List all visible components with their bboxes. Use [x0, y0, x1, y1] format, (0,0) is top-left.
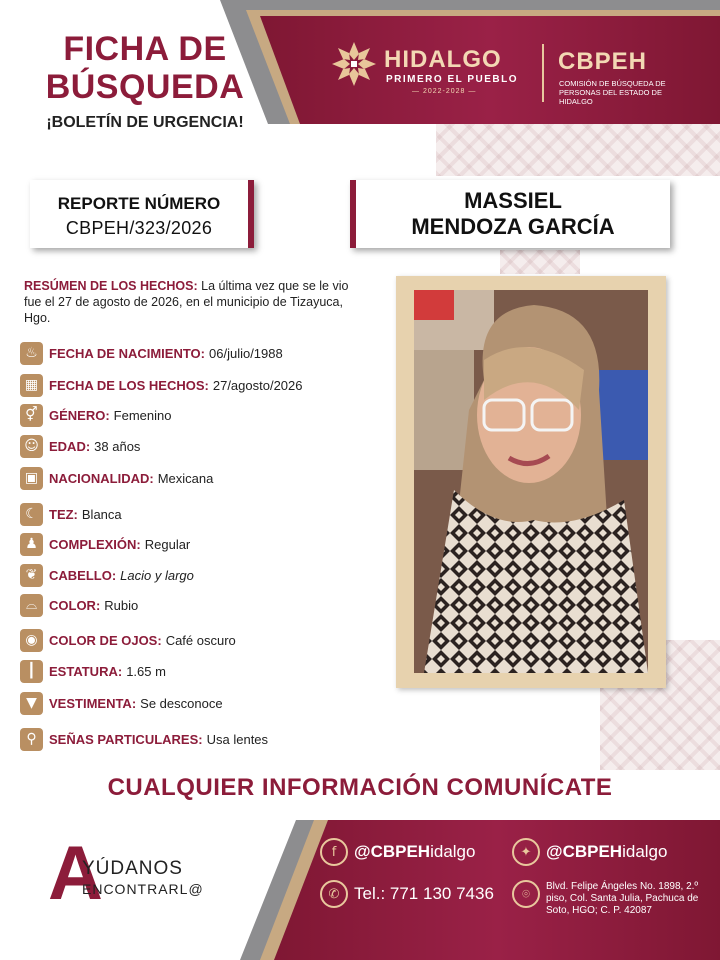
- help-logo-line2: ENCONTRARL@: [82, 881, 204, 897]
- body-icon: ♟: [20, 533, 43, 556]
- twitter-handle-bold: @CBPEH: [546, 842, 623, 861]
- fact-label: ESTATURA:: [49, 663, 123, 679]
- person-first-name: MASSIEL: [464, 188, 562, 213]
- fact-height: [20, 658, 166, 684]
- fact-value: 38 años: [94, 438, 141, 454]
- facts-summary: [24, 278, 354, 326]
- report-number-box: [30, 180, 254, 248]
- fact-label: VESTIMENTA:: [49, 695, 137, 711]
- fact-value: Blanca: [81, 506, 122, 522]
- facebook-contact[interactable]: [320, 838, 475, 866]
- fact-label: NACIONALIDAD:: [49, 470, 154, 486]
- report-label: REPORTE NÚMERO: [57, 194, 221, 213]
- fact-distinguishing-marks: [20, 726, 268, 752]
- brand-tagline: PRIMERO EL PUEBLO: [386, 74, 518, 85]
- fact-label: COLOR DE OJOS:: [49, 632, 162, 648]
- id-card-icon: ▣: [20, 467, 43, 490]
- fact-label: CABELLO:: [49, 567, 117, 583]
- fact-value: Mexicana: [157, 470, 214, 486]
- star-flower-icon: [330, 40, 378, 88]
- page-title-line2: BÚSQUEDA: [45, 68, 245, 106]
- fact-value: 06/julio/1988: [209, 345, 283, 361]
- brand-years: — 2022-2028 —: [412, 88, 477, 95]
- phone-icon: ✆: [320, 880, 348, 908]
- twitter-icon: ✦: [512, 838, 540, 866]
- fact-hair: [20, 562, 194, 588]
- fact-build: [20, 531, 190, 557]
- people-icon: ☺: [20, 435, 43, 458]
- fact-value: 1.65 m: [126, 663, 166, 679]
- fact-gender: [20, 402, 171, 428]
- location-pin-icon: ⌾: [512, 880, 540, 908]
- fact-label: GÉNERO:: [49, 407, 110, 423]
- person-name-box: [350, 180, 670, 248]
- fact-value: 27/agosto/2026: [212, 377, 303, 393]
- logo-divider: [542, 44, 544, 102]
- textile-pattern-top: [436, 124, 720, 176]
- magnifier-icon: ⚲: [20, 728, 43, 751]
- brand-name: HIDALGO: [384, 46, 502, 73]
- help-logo-line1: YÚDANOS: [82, 858, 183, 879]
- agency-full-name: COMISIÓN DE BÚSQUEDA DE PERSONAS DEL ESTADO DE HIDALGO: [559, 79, 666, 106]
- fact-value: Lacio y largo: [120, 567, 194, 583]
- page-subtitle: ¡BOLETÍN DE URGENCIA!: [46, 114, 244, 131]
- fact-label: TEZ:: [49, 506, 78, 522]
- phone-number: Tel.: 771 130 7436: [354, 884, 494, 903]
- phone-contact[interactable]: [320, 880, 494, 908]
- agency-logo: CBPEH: [558, 48, 648, 75]
- person-photo: [414, 290, 648, 673]
- cake-icon: ♨: [20, 342, 43, 365]
- fact-hair-color: [20, 592, 138, 618]
- hair-icon: ❦: [20, 564, 43, 587]
- gender-icon: ⚥: [20, 404, 43, 427]
- fact-value: Rubio: [104, 597, 139, 613]
- fact-label: COLOR:: [49, 597, 101, 613]
- office-address: Blvd. Felipe Ángeles No. 1898, 2.º piso, Col. Santa Julia, Pachuca de Soto, HGO; C. P. 42087: [546, 881, 699, 916]
- fact-label: FECHA DE NACIMIENTO:: [49, 345, 205, 361]
- fact-value: Usa lentes: [206, 731, 269, 747]
- page-title-line1: FICHA DE: [63, 30, 227, 68]
- fact-birth-date: [20, 340, 283, 366]
- fact-label: FECHA DE LOS HECHOS:: [49, 377, 209, 393]
- skin-icon: ☾: [20, 503, 43, 526]
- address-pin: [512, 880, 546, 908]
- fact-eye-color: [20, 627, 236, 653]
- twitter-contact[interactable]: [512, 838, 667, 866]
- help-logo-letter: A: [48, 831, 103, 916]
- fact-nationality: [20, 465, 213, 491]
- twitter-handle-rest: idalgo: [622, 842, 668, 861]
- shirt-icon: ▼: [20, 692, 43, 715]
- person-photo-illustration: [414, 290, 648, 673]
- fact-label: EDAD:: [49, 438, 91, 454]
- fact-label: COMPLEXIÓN:: [49, 536, 141, 552]
- fact-label: SEÑAS PARTICULARES:: [49, 731, 203, 747]
- eye-icon: ◉: [20, 629, 43, 652]
- person-last-name: MENDOZA GARCÍA: [411, 214, 615, 239]
- textile-pattern-mid: [500, 250, 580, 274]
- fact-age: [20, 433, 140, 459]
- fact-value: Regular: [144, 536, 191, 552]
- summary-label: RESÚMEN DE LOS HECHOS:: [24, 279, 198, 293]
- calendar-icon: ▦: [20, 374, 43, 397]
- call-to-action: CUALQUIER INFORMACIÓN COMUNÍCATE: [107, 774, 613, 801]
- fact-value: Femenino: [113, 407, 172, 423]
- hat-icon: ⌓: [20, 594, 43, 617]
- facebook-handle-rest: idalgo: [430, 842, 476, 861]
- fact-value: Café oscuro: [165, 632, 236, 648]
- fact-skin: [20, 501, 122, 527]
- ruler-icon: ┃: [20, 660, 43, 683]
- facebook-icon: f: [320, 838, 348, 866]
- fact-value: Se desconoce: [140, 695, 223, 711]
- report-number: CBPEH/323/2026: [65, 218, 213, 238]
- facebook-handle-bold: @CBPEH: [354, 842, 431, 861]
- fact-event-date: [20, 372, 303, 398]
- fact-clothing: [20, 690, 223, 716]
- summary-text: La última vez que se le vio fue el 27 de agosto de 2026, en el municipio de Tizayuca, Hgo.: [24, 279, 349, 325]
